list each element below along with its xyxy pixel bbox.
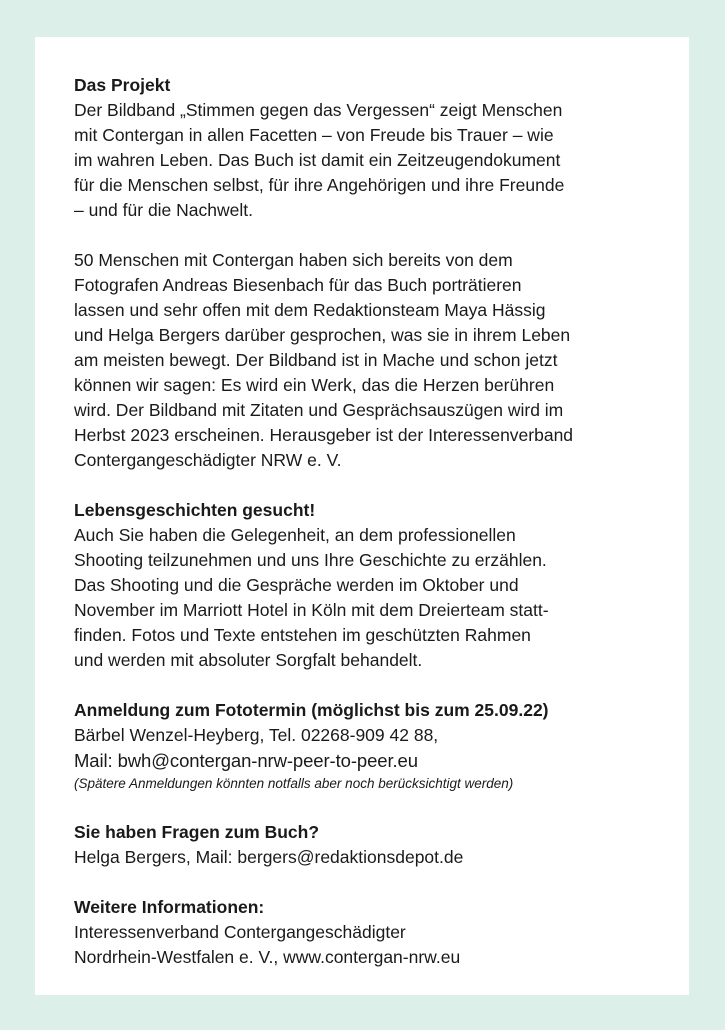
menschen-line: wird. Der Bildband mit Zitaten und Gesprächsauszügen wird im: [74, 400, 564, 420]
spacer: [74, 223, 674, 248]
fragen-contact[interactable]: Helga Bergers, Mail: bergers@redaktionsdepot.de: [74, 847, 464, 867]
spacer: [74, 795, 674, 820]
informationen-line[interactable]: Nordrhein-Westfalen e. V., www.contergan-nrw.eu: [74, 947, 461, 967]
lebensgeschichten-line: und werden mit absoluter Sorgfalt behandelt.: [74, 650, 423, 670]
section-fragen: [74, 820, 674, 870]
projekt-line: im wahren Leben. Das Buch ist damit ein Zeitzeugendokument: [74, 150, 561, 170]
projekt-line: – und für die Nachwelt.: [74, 200, 253, 220]
heading-informationen: Weitere Informationen:: [74, 897, 265, 917]
informationen-line: Interessenverband Contergangeschädigter: [74, 922, 406, 942]
anmeldung-contact: Bärbel Wenzel-Heyberg, Tel. 02268-909 42 88,: [74, 725, 439, 745]
menschen-line: am meisten bewegt. Der Bildband ist in Mache und schon jetzt: [74, 350, 558, 370]
lebensgeschichten-line: Shooting teilzunehmen und uns Ihre Geschichte zu erzählen.: [74, 550, 547, 570]
section-menschen: [74, 248, 674, 473]
menschen-line: Contergangeschädigter NRW e. V.: [74, 450, 342, 470]
section-projekt: [74, 73, 674, 223]
lebensgeschichten-line: finden. Fotos und Texte entstehen im geschützten Rahmen: [74, 625, 531, 645]
section-lebensgeschichten: [74, 498, 674, 673]
heading-fragen: Sie haben Fragen zum Buch?: [74, 822, 320, 842]
section-anmeldung: [74, 698, 674, 795]
projekt-line: mit Contergan in allen Facetten – von Freude bis Trauer – wie: [74, 125, 554, 145]
lebensgeschichten-line: November im Marriott Hotel in Köln mit dem Dreierteam statt-: [74, 600, 549, 620]
document-content: [74, 73, 674, 970]
spacer: [74, 673, 674, 698]
menschen-line: können wir sagen: Es wird ein Werk, das die Herzen berühren: [74, 375, 555, 395]
lebensgeschichten-line: Das Shooting und die Gespräche werden im Oktober und: [74, 575, 519, 595]
menschen-line: Herbst 2023 erscheinen. Herausgeber ist der Interessenverband: [74, 425, 574, 445]
heading-anmeldung: Anmeldung zum Fototermin (möglichst bis zum 25.09.22): [74, 700, 549, 720]
spacer: [74, 870, 674, 895]
menschen-line: Fotografen Andreas Biesenbach für das Buch porträtieren: [74, 275, 522, 295]
heading-projekt: Das Projekt: [74, 75, 171, 95]
section-informationen: [74, 895, 674, 970]
anmeldung-note: (Spätere Anmeldungen könnten notfalls aber noch berücksichtigt werden): [74, 776, 514, 791]
menschen-line: lassen und sehr offen mit dem Redaktionsteam Maya Hässig: [74, 300, 546, 320]
lebensgeschichten-line: Auch Sie haben die Gelegenheit, an dem professionellen: [74, 525, 516, 545]
anmeldung-mail[interactable]: Mail: bwh@contergan-nrw-peer-to-peer.eu: [74, 750, 418, 771]
menschen-line: und Helga Bergers darüber gesprochen, was sie in ihrem Leben: [74, 325, 571, 345]
menschen-line: 50 Menschen mit Contergan haben sich bereits von dem: [74, 250, 513, 270]
heading-lebensgeschichten: Lebensgeschichten gesucht!: [74, 500, 316, 520]
projekt-line: Der Bildband „Stimmen gegen das Vergessen“ zeigt Menschen: [74, 100, 563, 120]
projekt-line: für die Menschen selbst, für ihre Angehörigen und ihre Freunde: [74, 175, 565, 195]
document-card: [35, 37, 689, 995]
spacer: [74, 473, 674, 498]
